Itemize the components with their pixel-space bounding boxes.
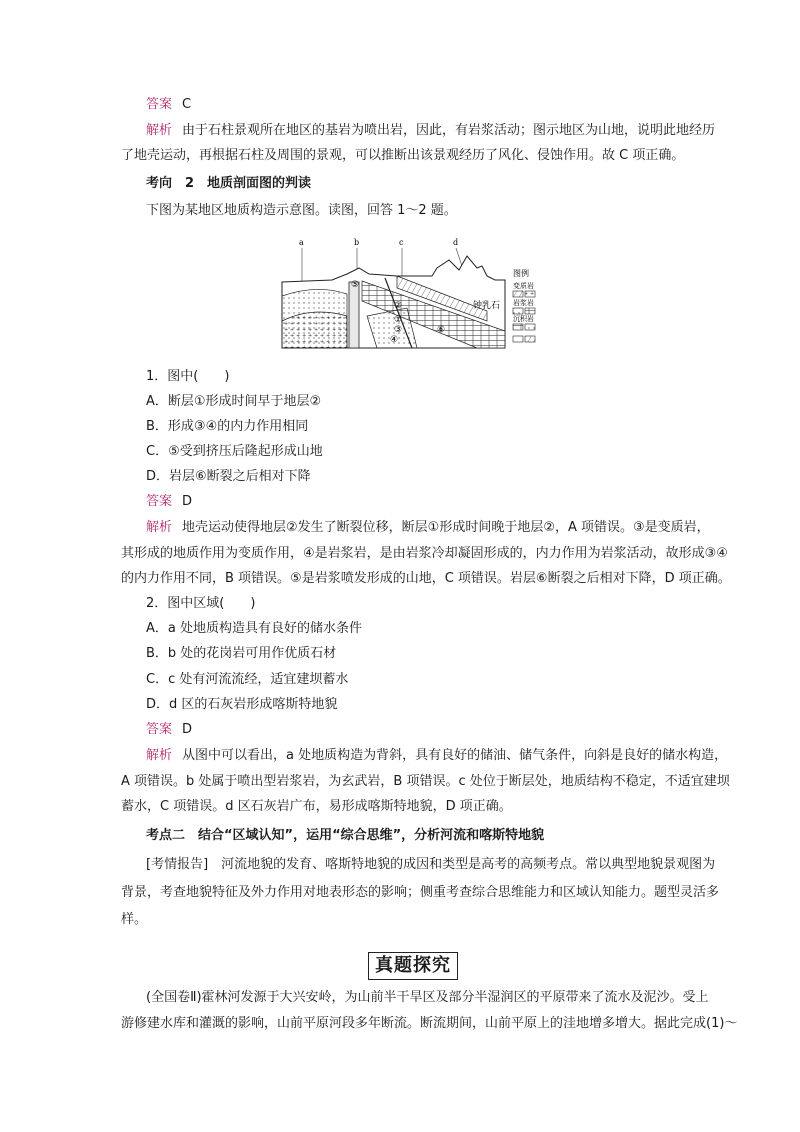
kaodian-heading: 考点二 结合“区域认知”，运用“综合思维”，分析河流和喀斯特地貌: [146, 828, 545, 843]
q1-option-b: B．形成③④的内力作用相同: [146, 419, 309, 434]
circled-5: ⑤: [351, 280, 360, 290]
answer-value: D: [182, 722, 193, 737]
q1-analysis-cont-2: 的内力作用不同，B 项错误。⑤是岩浆喷发形成的山地，C 项错误。岩层⑥断裂之后相对下降，D 项正确。: [121, 571, 731, 586]
section-title-box: 真题探究: [368, 952, 458, 980]
q1-answer: [146, 492, 192, 512]
circled-1: ①: [394, 315, 403, 325]
analysis-label: 解析: [146, 748, 173, 763]
q2-option-c: C．c 处有河流流经，适宜建坝蓄水: [146, 672, 349, 687]
answer-label: 答案: [146, 494, 173, 509]
analysis-text: 从图中可以看出，a 处地质构造为背斜，具有良好的储油、储气条件，向斜是良好的储水构造，: [182, 748, 728, 763]
cave-label: 钟乳石: [473, 301, 501, 311]
answer-label: 答案: [146, 722, 173, 737]
analysis-text: 地壳运动使得地层②发生了断裂位移，断层①形成时间晚于地层②，A 项错误。③是变质岩，: [182, 520, 710, 535]
label-b: b: [354, 238, 360, 247]
exam-report-line-3: 样。: [121, 912, 148, 927]
prev-analysis-line: [146, 121, 715, 141]
zhenti-line-1: (全国卷Ⅱ)霍林河发源于大兴安岭，为山前半干旱区及部分半湿润区的平原带来了流水及泥沙。受上: [146, 990, 709, 1005]
q1-option-c: C．⑤受到挤压后隆起形成山地: [146, 444, 323, 459]
q1-option-a: A．断层①形成时间早于地层②: [146, 394, 322, 409]
exam-report-line-1: [考情报告] 河流地貌的发育、喀斯特地貌的成因和类型是高考的高频考点。常以典型地貌景观图为: [146, 857, 716, 872]
q1-stem: 1．图中( ): [146, 369, 230, 384]
circled-3: ③: [394, 325, 403, 335]
analysis-label: 解析: [146, 520, 173, 535]
zhenti-line-2: 游修建水库和灌溉的影响，山前平原河段多年断流。断流期间，山前平原上的洼地增多增大。据此完成(1)～: [121, 1016, 738, 1031]
circled-6: ⑥: [437, 325, 446, 335]
answer-value: C: [182, 97, 192, 112]
exam-report-line-2: 背景，考查地貌特征及外力作用对地表形态的影响；侧重考查综合思维能力和区域认知能力。题型灵活多: [121, 885, 720, 900]
label-c: c: [399, 238, 404, 247]
q2-option-b: B．b 处的花岗岩可用作优质石材: [146, 646, 337, 661]
legend-metamorphic: 变质岩: [513, 282, 534, 290]
circled-4: ④: [390, 335, 399, 345]
q1-analysis-cont-1: 其形成的地质作用为变质作用，④是岩浆岩，是由岩浆冷却凝固形成的，内力作用为岩浆活动，故形成③④: [121, 546, 728, 561]
topic-intro: 下图为某地区地质构造示意图。读图，回答 1～2 题。: [146, 203, 457, 218]
prev-analysis-cont: 了地壳运动，再根据石柱及周围的景观，可以推断出该景观经历了风化、侵蚀作用。故 C 项正确。: [121, 148, 685, 163]
label-a: a: [299, 238, 304, 247]
label-d: d: [453, 238, 459, 247]
answer-label: 答案: [146, 97, 173, 112]
q2-analysis-cont-1: A 项错误。b 处属于喷出型岩浆岩，为玄武岩，B 项错误。c 处位于断层处，地质结构不稳定，不适宜建坝: [121, 774, 730, 789]
geologic-section-figure: [277, 236, 543, 354]
geologic-section-diagram: [277, 236, 543, 354]
legend-igneous: 岩浆岩: [513, 299, 534, 307]
q2-stem: 2．图中区域( ): [146, 596, 256, 611]
q2-option-a: A．a 处地质构造具有良好的储水条件: [146, 621, 362, 636]
legend-sedimentary: 沉积岩: [513, 315, 534, 323]
q2-answer: [146, 720, 192, 740]
legend-title: 图例: [513, 269, 529, 278]
analysis-text: 由于石柱景观所在地区的基岩为喷出岩，因此，有岩浆活动；图示地区为山地，说明此地经历: [182, 123, 716, 138]
q2-option-d: D．d 区的石灰岩形成喀斯特地貌: [146, 697, 338, 712]
q2-analysis-line: [146, 746, 727, 766]
q1-option-d: D．岩层⑥断裂之后相对下降: [146, 469, 311, 484]
circled-2: ②: [394, 301, 403, 311]
q2-analysis-cont-2: 蓄水，C 项错误。d 区石灰岩广布，易形成喀斯特地貌，D 项正确。: [121, 799, 512, 814]
answer-value: D: [182, 494, 193, 509]
topic-heading: 考向 2 地质剖面图的判读: [146, 176, 312, 191]
q1-analysis-line: [146, 518, 710, 538]
analysis-label: 解析: [146, 123, 173, 138]
prev-answer: [146, 95, 191, 115]
